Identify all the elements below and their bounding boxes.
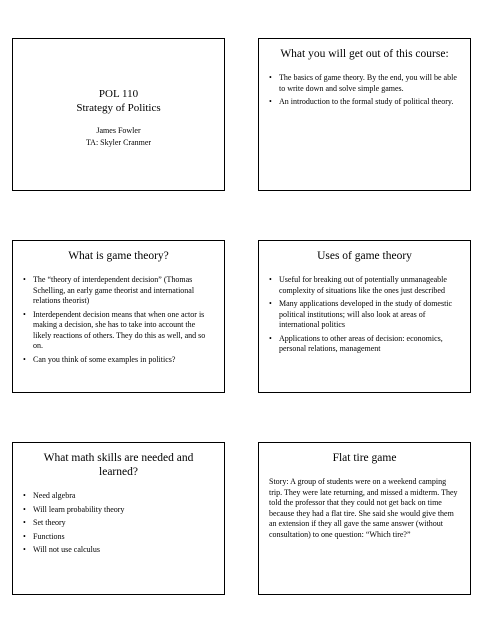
slide-heading: Uses of game theory: [317, 250, 412, 262]
bullet-icon: •: [269, 275, 272, 284]
list-item: [23, 532, 214, 543]
bullet-icon: •: [269, 333, 272, 343]
bullet-text: Can you think of some examples in politics?: [33, 354, 176, 364]
bullet-list: [269, 275, 460, 355]
slide-heading: What is game theory?: [68, 250, 169, 262]
list-item: [23, 491, 214, 502]
bullet-text: Useful for breaking out of potentially unmanageable complexity of situations like the ones just described: [279, 275, 447, 295]
bullet-text: Will not use calculus: [33, 545, 100, 554]
bullet-text: Applications to other areas of decision: economics, personal relations, management: [279, 333, 443, 353]
list-item: [23, 275, 214, 307]
list-item: [269, 334, 460, 355]
instructor-name: James Fowler: [96, 126, 141, 135]
bullet-text: Interdependent decision means that when one actor is making a decision, she has to take into account the likely reactions of others. They do this as well, and so on.: [33, 309, 206, 350]
bullet-list: [23, 275, 214, 365]
bullet-icon: •: [23, 504, 26, 514]
list-item: [23, 355, 214, 366]
bullet-icon: •: [23, 275, 26, 284]
list-item: [23, 518, 214, 529]
title-block: [23, 87, 214, 149]
bullet-icon: •: [23, 545, 26, 554]
bullet-icon: •: [23, 309, 26, 319]
bullet-text: An introduction to the formal study of political theory.: [279, 97, 454, 106]
list-item: [269, 97, 460, 108]
story-text: Story: A group of students were on a weekend camping trip. They were late returning, and missed a midterm. They told the professor that they could not get back on time because they had a flat tire. She said she would give them an extension if they all gave the same answer (without consultation) to one question: “Which tire?”: [269, 477, 458, 539]
bullet-text: The basics of game theory. By the end, you will be able to write down and solve simple games.: [279, 73, 457, 93]
slide-flat-tire-game: [258, 442, 471, 595]
list-item: [23, 545, 214, 556]
bullet-text: Need algebra: [33, 491, 76, 500]
bullet-text: Functions: [33, 531, 65, 541]
bullet-icon: •: [23, 491, 26, 500]
slide-course-goals: [258, 38, 471, 191]
bullet-list: [23, 491, 214, 556]
slide-heading: What you will get out of this course:: [280, 48, 449, 60]
bullet-icon: •: [269, 73, 272, 82]
bullet-icon: •: [23, 354, 26, 364]
slide-title-page: [12, 38, 225, 191]
slide-math-skills: [12, 442, 225, 595]
list-item: [269, 275, 460, 296]
slide-what-is-game-theory: [12, 240, 225, 393]
course-code: POL 110: [98, 88, 139, 100]
bullet-text: Set theory: [33, 518, 66, 527]
bullet-icon: •: [23, 518, 26, 527]
bullet-text: Many applications developed in the study of domestic political institutions; will also look at areas of international politics: [279, 299, 453, 329]
bullet-text: Will learn probability theory: [33, 504, 125, 514]
bullet-list: [269, 73, 460, 108]
bullet-text: The “theory of interdependent decision” (Thomas Schelling, an early game theorist and international relations theorist): [33, 275, 195, 305]
slide-heading: What math skills are needed and learned?: [43, 452, 194, 478]
slide-heading: Flat tire game: [332, 452, 397, 464]
slide-uses-of-game-theory: [258, 240, 471, 393]
list-item: [269, 299, 460, 331]
bullet-icon: •: [269, 299, 272, 308]
list-item: [269, 73, 460, 94]
course-name: Strategy of Politics: [76, 102, 161, 114]
bullet-icon: •: [23, 531, 26, 541]
bullet-icon: •: [269, 97, 272, 106]
list-item: [23, 505, 214, 516]
ta-name: TA: Skyler Cranmer: [85, 138, 152, 147]
list-item: [23, 310, 214, 352]
